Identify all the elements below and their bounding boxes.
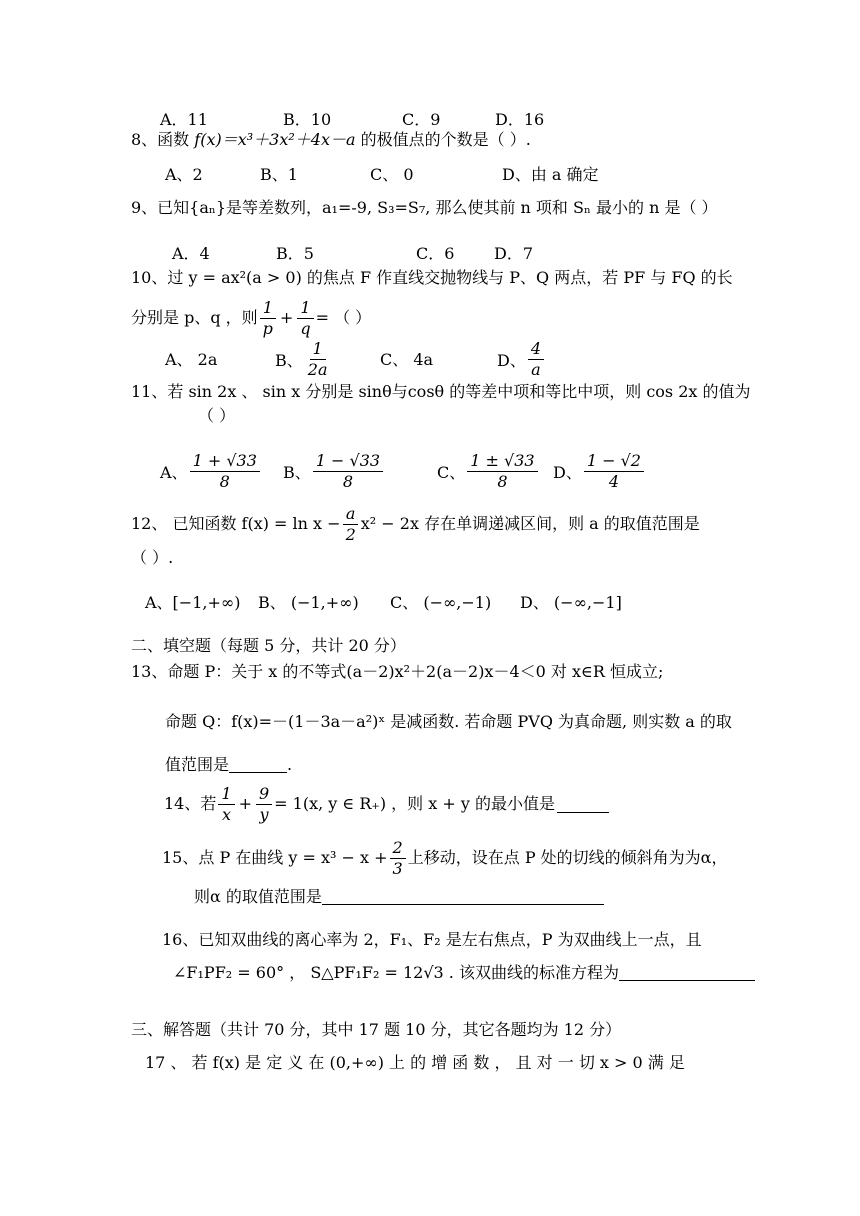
- q12-question-line1: 12、 已知函数 f(x) = ln x − $\frac{a}{2}$ x² − 2x 存在单调递减区间，则 a 的取值范围是: [131, 503, 700, 544]
- q14-fraction-1-over-x: $\frac{1}{x}$: [218, 785, 234, 823]
- q8-option-b: B、1: [260, 165, 298, 184]
- q14-answer-blank[interactable]: [557, 796, 609, 813]
- q15-fraction-2-over-3: $\frac{2}{3}$: [390, 839, 406, 877]
- q7-option-c: C．9: [402, 110, 441, 129]
- q15-question-line2: 则α 的取值范围是: [194, 885, 604, 909]
- q16-line2: ∠F₁PF₂ = 60° ， S△PF₁F₂ = 12√3 . 该双曲线的标准方程为: [173, 961, 755, 985]
- q11-option-b: B、 $\frac{1 - √33}{8}$: [283, 452, 385, 490]
- q16-answer-blank[interactable]: [619, 964, 755, 981]
- q11-answer-paren: （ ）: [198, 406, 236, 425]
- q12-option-d: D、 (−∞,−1]: [520, 593, 622, 612]
- q12-question-line2: （ ）.: [131, 548, 174, 567]
- q9-option-d: D．7: [494, 244, 534, 263]
- q8-option-a: A、2: [165, 165, 203, 184]
- q9-option-c: C．6: [416, 244, 455, 263]
- q10-question-line2: 分别是 p、q ，则 $\frac{1}{p}$ + $\frac{1}{q}$ = （ ）: [131, 297, 372, 338]
- q11-option-b-fraction: $\frac{1 - √33}{8}$: [313, 452, 383, 490]
- q11-option-a: A、 $\frac{1 + √33}{8}$: [160, 452, 262, 490]
- q9-option-a: A．4: [172, 244, 210, 263]
- q10-fraction-1-over-q: $\frac{1}{q}$: [297, 299, 313, 337]
- q13-line1: 13、命题 P：关于 x 的不等式(a－2)x²＋2(a－2)x－4＜0 对 x∈R 恒成立;: [131, 662, 664, 681]
- q8-option-d: D、由 a 确定: [502, 165, 599, 184]
- q8-question: 8、函数 f(x)＝x³＋3x²＋4x－a 的极值点的个数是（ ）.: [131, 130, 531, 149]
- q11-option-d: D、 $\frac{1 - √2}{4}$: [553, 452, 646, 490]
- q11-option-c: C、 $\frac{1 \pm √33}{8}$: [437, 452, 540, 490]
- q13-answer-blank[interactable]: [229, 756, 287, 773]
- q10-fraction-1-over-p: $\frac{1}{p}$: [260, 299, 276, 337]
- q12-option-c: C、 (−∞,−1): [390, 593, 492, 612]
- q7-option-d: D．16: [495, 110, 545, 129]
- q9-option-b: B．5: [276, 244, 314, 263]
- q10-option-d: D、 $\frac{4}{a}$: [497, 340, 546, 378]
- q15-answer-blank[interactable]: [322, 888, 604, 905]
- q13-line2: 命题 Q：f(x)=－(1－3a－a²)ˣ 是减函数. 若命题 PVQ 为真命题, 则实数 a 的取: [165, 712, 732, 731]
- q10-option-a: A、 2a: [165, 350, 218, 369]
- q17-question: 17 、 若 f(x) 是 定 义 在 (0,+∞) 上 的 增 函 数 ， 且 对 一 切 x > 0 满 足: [145, 1053, 685, 1072]
- q11-option-d-fraction: $\frac{1 - √2}{4}$: [584, 452, 644, 490]
- q10-question-line1: 10、过 y = ax²(a > 0) 的焦点 F 作直线交抛物线与 P、Q 两点，若 PF 与 FQ 的长: [131, 268, 733, 287]
- q12-option-a: A、[−1,+∞): [145, 593, 241, 612]
- q11-option-a-fraction: $\frac{1 + √33}{8}$: [190, 452, 260, 490]
- q16-line1: 16、已知双曲线的离心率为 2，F₁、F₂ 是左右焦点，P 为双曲线上一点，且: [162, 930, 702, 949]
- q11-question-line1: 11、若 sin 2x 、 sin x 分别是 sinθ与cosθ 的等差中项和等比中项，则 cos 2x 的值为: [131, 382, 751, 401]
- q8-option-c: C、 0: [370, 165, 414, 184]
- q10-option-c: C、 4a: [380, 350, 434, 369]
- q7-option-a: A．11: [160, 110, 208, 129]
- q14-fraction-9-over-y: $\frac{9}{y}$: [256, 785, 272, 823]
- section-2-heading: 二、填空题（每题 5 分，共计 20 分）: [131, 636, 406, 655]
- q11-option-c-fraction: $\frac{1 \pm √33}{8}$: [467, 452, 537, 490]
- q12-fraction-a-over-2: $\frac{a}{2}$: [343, 505, 359, 543]
- q13-line3: 值范围是 .: [165, 755, 293, 774]
- q10-option-d-fraction: $\frac{4}{a}$: [528, 340, 544, 378]
- q14-question: 14、若 $\frac{1}{x}$ + $\frac{9}{y}$ = 1(x, y ∈ R₊) ，则 x + y 的最小值是: [164, 782, 609, 826]
- q15-question-line1: 15、点 P 在曲线 y = x³ − x + $\frac{2}{3}$ 上移动，设在点 P 处的切线的倾斜角为为α，: [162, 837, 728, 878]
- q10-option-b-fraction: $\frac{1}{2a}$: [307, 339, 328, 379]
- q7-option-b: B．10: [283, 110, 332, 129]
- section-3-heading: 三、解答题（共计 70 分，其中 17 题 10 分，其它各题均为 12 分）: [131, 1020, 622, 1039]
- q10-option-b: B、 $\frac{1}{2a}$: [275, 340, 332, 378]
- q12-option-b: B、 (−1,+∞): [258, 593, 359, 612]
- q9-question: 9、已知{aₙ}是等差数列，a₁=-9, S₃=S₇, 那么使其前 n 项和 Sₙ 最小的 n 是（ ）: [131, 198, 718, 217]
